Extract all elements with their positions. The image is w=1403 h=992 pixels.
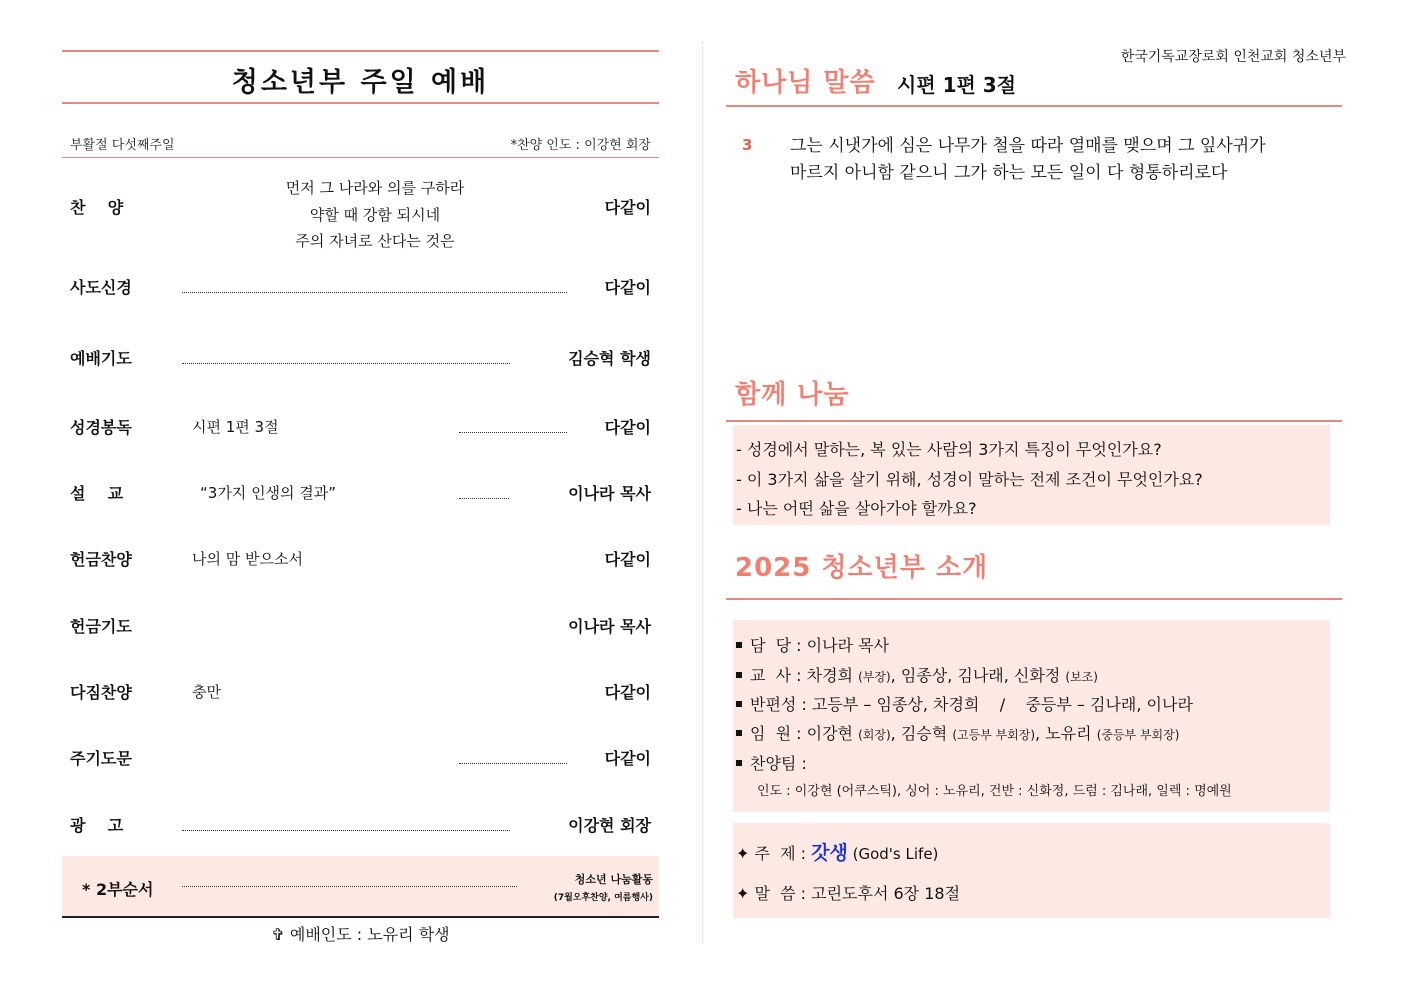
- order-row-announcements: [62, 804, 659, 844]
- order-row-offering-prayer: [62, 605, 659, 645]
- bullet-square-icon: [736, 760, 742, 766]
- sharing-rule: [726, 420, 1342, 422]
- order-who: 김승혁 학생: [568, 349, 651, 368]
- intro-value: , 김승혁: [890, 724, 953, 743]
- verse-line-1: 그는 시냇가에 심은 나무가 철을 따라 열매를 맺으며 그 잎사귀가: [790, 136, 1266, 156]
- song-3: 주의 자녀로 산다는 것은: [295, 232, 455, 250]
- intro-pastor: [736, 633, 889, 656]
- order-row-prayer: [62, 337, 659, 377]
- title-bottom-rule: [62, 102, 659, 104]
- worship-leader-note: *찬양 인도 : 이강현 회장: [510, 138, 651, 153]
- order-row-creed: [62, 266, 659, 306]
- song-2: 약할 때 강함 되시네: [309, 205, 441, 224]
- order-label: 다짐찬양: [70, 683, 132, 702]
- part2-label: * 2부순서: [82, 880, 154, 899]
- verse-text: [790, 133, 1330, 187]
- order-who: 다같이: [604, 550, 651, 569]
- theme-line: [736, 838, 938, 865]
- theme-eng: (God's Life): [847, 845, 939, 863]
- part2-box: [62, 856, 659, 916]
- praise-label: 찬 양: [70, 198, 124, 217]
- dotted-leader: [182, 886, 517, 887]
- intro-label: 임 원 :: [750, 724, 802, 743]
- dotted-leader: [182, 363, 510, 364]
- intro-value: 고등부 – 임종상, 차경희 / 중등부 – 김나래, 이나라: [806, 695, 1193, 714]
- intro-value: , 노유리: [1035, 724, 1097, 743]
- praise-who: 다같이: [604, 198, 651, 217]
- page-title: 청소년부 주일 예배: [231, 67, 490, 98]
- order-label: 광 고: [70, 816, 124, 835]
- intro-note: (고등부 부회장): [952, 728, 1036, 742]
- title-top-rule: [62, 50, 659, 52]
- order-row-lords-prayer: [62, 737, 659, 777]
- theme-label: ✦ 주 제 :: [736, 844, 812, 863]
- service-leader: ✞ 예배인도 : 노유리 학생: [271, 925, 450, 944]
- bullet-square-icon: [736, 701, 742, 707]
- intro-value: 이강현: [801, 724, 859, 743]
- intro-value: , 임종상, 김나래, 신화정: [890, 666, 1066, 685]
- word-reference: 시편 1편 3절: [897, 73, 1017, 97]
- praise-team-members: 인도 : 이강현 (어쿠스틱), 싱어 : 노유리, 건반 : 신화정, 드럼 : 김나래, 일렉 : 명예원: [757, 784, 1232, 799]
- question-2: - 이 3가지 삶을 살기 위해, 성경이 말하는 전제 조건이 무엇인가요?: [736, 470, 1203, 489]
- part2-who-line2: (7월오후찬양, 여름행사): [553, 893, 653, 903]
- order-row-sermon: [62, 472, 659, 512]
- order-content: “3가지 인생의 결과”: [200, 484, 337, 502]
- bullet-square-icon: [736, 672, 742, 678]
- intro-label: 찬양팀 :: [750, 754, 807, 773]
- intro-label: 교 사 :: [750, 666, 802, 685]
- dotted-leader: [182, 292, 567, 293]
- theme-verse-label: ✦ 말 씀 :: [736, 884, 812, 903]
- order-row-offering-song: [62, 538, 659, 578]
- intro-value: 이나라 목사: [801, 636, 890, 655]
- left-page: [62, 0, 659, 992]
- intro-note: (중등부 부회장): [1096, 728, 1180, 742]
- theme-verse-line: [736, 881, 960, 904]
- order-content: 시편 1편 3절: [192, 418, 279, 436]
- order-label: 성경봉독: [70, 418, 132, 437]
- intro-note: (부장): [858, 670, 891, 684]
- order-who: 이나라 목사: [568, 484, 651, 503]
- order-label: 설 교: [70, 484, 124, 503]
- order-row-pledge-song: [62, 671, 659, 711]
- intro-officers: [736, 721, 1179, 744]
- intro-classes: [736, 692, 1193, 715]
- order-who: 이강현 회장: [568, 816, 651, 835]
- order-label: 예배기도: [70, 349, 132, 368]
- order-who: 다같이: [604, 683, 651, 702]
- question-3: - 나는 어떤 삶을 살아가야 할까요?: [736, 499, 977, 518]
- order-label: 헌금기도: [70, 617, 132, 636]
- theme-value: 갓생: [811, 842, 848, 864]
- order-row-reading: [62, 406, 659, 446]
- bullet-square-icon: [736, 642, 742, 648]
- church-name: 한국기독교장로회 인천교회 청소년부: [1120, 49, 1346, 65]
- order-label: 헌금찬양: [70, 550, 132, 569]
- question-1: - 성경에서 말하는, 복 있는 사람의 3가지 특징이 무엇인가요?: [736, 440, 1162, 459]
- page-divider: [702, 42, 703, 944]
- order-label: 주기도문: [70, 749, 132, 768]
- intro-rule: [726, 598, 1342, 600]
- dotted-leader: [459, 498, 509, 499]
- verse-number: 3: [742, 136, 753, 154]
- intro-label: 담 당 :: [750, 636, 802, 655]
- verse-line-2: 마르지 아니함 같으니 그가 하는 모든 일이 다 형통하리로다: [790, 163, 1228, 183]
- order-who: 다같이: [604, 418, 651, 437]
- order-who: 이나라 목사: [568, 617, 651, 636]
- song-1: 먼저 그 나라와 의를 구하라: [285, 179, 465, 197]
- intro-note: (보조): [1065, 670, 1098, 684]
- intro-value: 차경희: [801, 666, 859, 685]
- word-rule: [726, 105, 1342, 107]
- part2-who-line1: 청소년 나눔활동: [574, 873, 653, 886]
- dotted-leader: [182, 830, 510, 831]
- intro-title: 2025 청소년부 소개: [735, 553, 989, 583]
- subhead-rule: [62, 157, 659, 158]
- intro-praise-team: [736, 751, 807, 774]
- bullet-square-icon: [736, 730, 742, 736]
- order-content: 나의 맘 받으소서: [192, 550, 303, 568]
- date-label: 부활절 다섯째주일: [70, 138, 175, 153]
- dotted-leader: [459, 763, 567, 764]
- praise-songs: [222, 175, 528, 255]
- order-label: 사도신경: [70, 278, 132, 297]
- intro-teachers: [736, 663, 1098, 686]
- sharing-title: 함께 나눔: [735, 380, 850, 410]
- order-who: 다같이: [604, 278, 651, 297]
- order-who: 다같이: [604, 749, 651, 768]
- dotted-leader: [459, 432, 567, 433]
- theme-verse-value: 고린도후서 6장 18절: [811, 884, 961, 903]
- bottom-rule: [62, 916, 659, 918]
- order-content: 충만: [192, 683, 221, 701]
- intro-label: 반편성 :: [750, 695, 807, 714]
- word-title: 하나님 말씀: [735, 68, 876, 98]
- intro-note: (회장): [858, 728, 891, 742]
